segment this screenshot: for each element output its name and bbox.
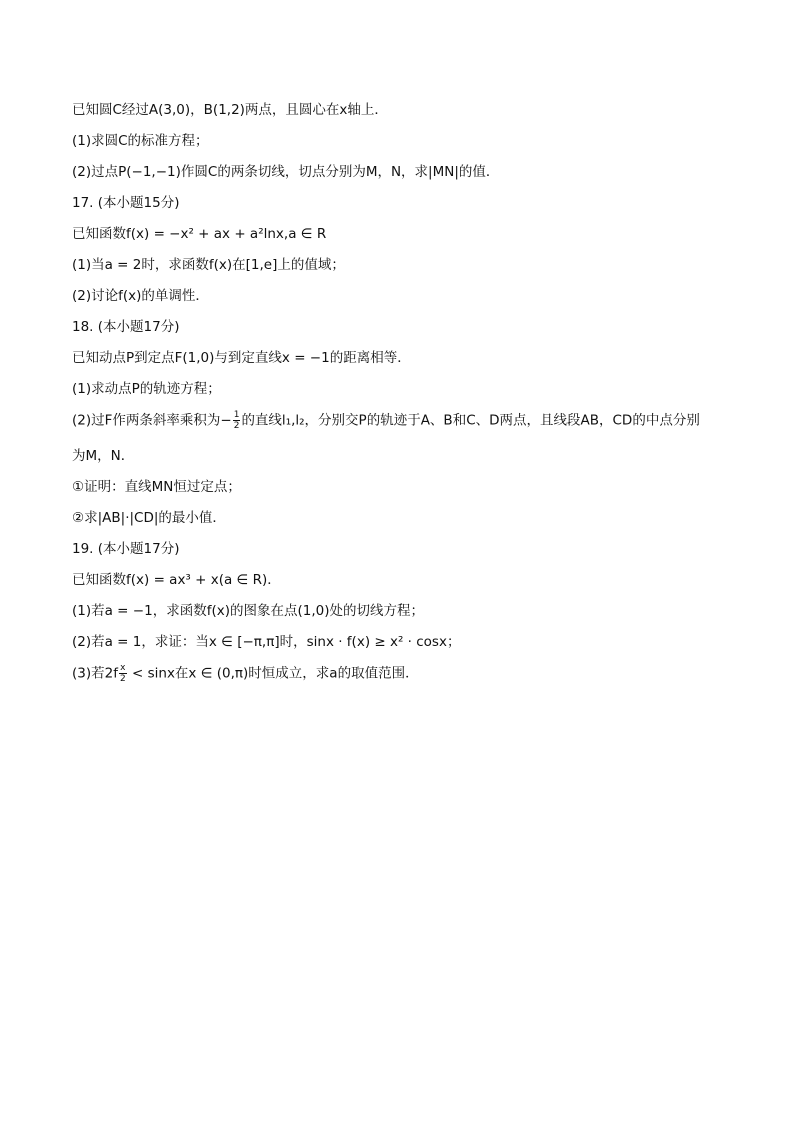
fraction-denominator: 2 xyxy=(233,421,240,431)
problem-18-header: 18. (本小题17分) xyxy=(72,319,180,335)
problem-17-stem: 已知函数f(x) = −x² + ax + a²lnx,a ∈ R xyxy=(72,226,327,242)
problem-18-part-2-continuation: 为M，N． xyxy=(72,448,135,464)
problem-16-part-2: (2)过点P(−1,−1)作圆C的两条切线，切点分别为M，N，求|MN|的值． xyxy=(72,164,500,180)
problem-16-part-1: (1)求圆C的标准方程； xyxy=(72,133,209,149)
problem-18-part-2 xyxy=(72,410,732,436)
problem-19-stem: 已知函数f(x) = ax³ + x(a ∈ R)． xyxy=(72,572,281,588)
fraction-numerator: 1 xyxy=(233,410,240,420)
problem-19-part-3-text-after: < sinx在x ∈ (0,π)时恒成立，求a的取值范围． xyxy=(127,665,419,682)
problem-19-part-3-text-before: (3)若2f xyxy=(72,665,118,682)
problem-18-part-2-text-after: 的直线l₁,l₂，分别交P的轨迹于A、B和C、D两点，且线段AB，CD的中点分别 xyxy=(241,412,700,429)
problem-19-part-1: (1)若a = −1，求函数f(x)的图象在点(1,0)处的切线方程； xyxy=(72,603,424,619)
problem-19-part-3 xyxy=(72,663,732,689)
fraction-denominator: 2 xyxy=(119,674,126,684)
problem-17-part-2: (2)讨论f(x)的单调性． xyxy=(72,288,209,304)
problem-16-stem: 已知圆C经过A(3,0)，B(1,2)两点，且圆心在x轴上． xyxy=(72,102,388,118)
problem-18-sub-1: ①证明：直线MN恒过定点； xyxy=(72,479,241,495)
problem-17-part-1: (1)当a = 2时，求函数f(x)在[1,e]上的值域； xyxy=(72,257,345,273)
fraction-numerator: x xyxy=(120,663,126,673)
problem-19-header: 19. (本小题17分) xyxy=(72,541,180,557)
problem-18-stem: 已知动点P到定点F(1,0)与到定直线x = −1的距离相等． xyxy=(72,350,411,366)
problem-19-part-2: (2)若a = 1，求证：当x ∈ [−π,π]时，sinx · f(x) ≥ x² · cosx； xyxy=(72,634,461,650)
problem-18-part-1: (1)求动点P的轨迹方程； xyxy=(72,381,221,397)
document-page xyxy=(72,100,732,699)
problem-18-sub-2: ②求|AB|·|CD|的最小值． xyxy=(72,510,226,526)
fraction-x-over-2 xyxy=(119,663,127,684)
problem-17-header: 17. (本小题15分) xyxy=(72,195,180,211)
fraction-one-half xyxy=(233,410,241,431)
problem-18-part-2-text-before: (2)过F作两条斜率乘积为− xyxy=(72,412,232,429)
